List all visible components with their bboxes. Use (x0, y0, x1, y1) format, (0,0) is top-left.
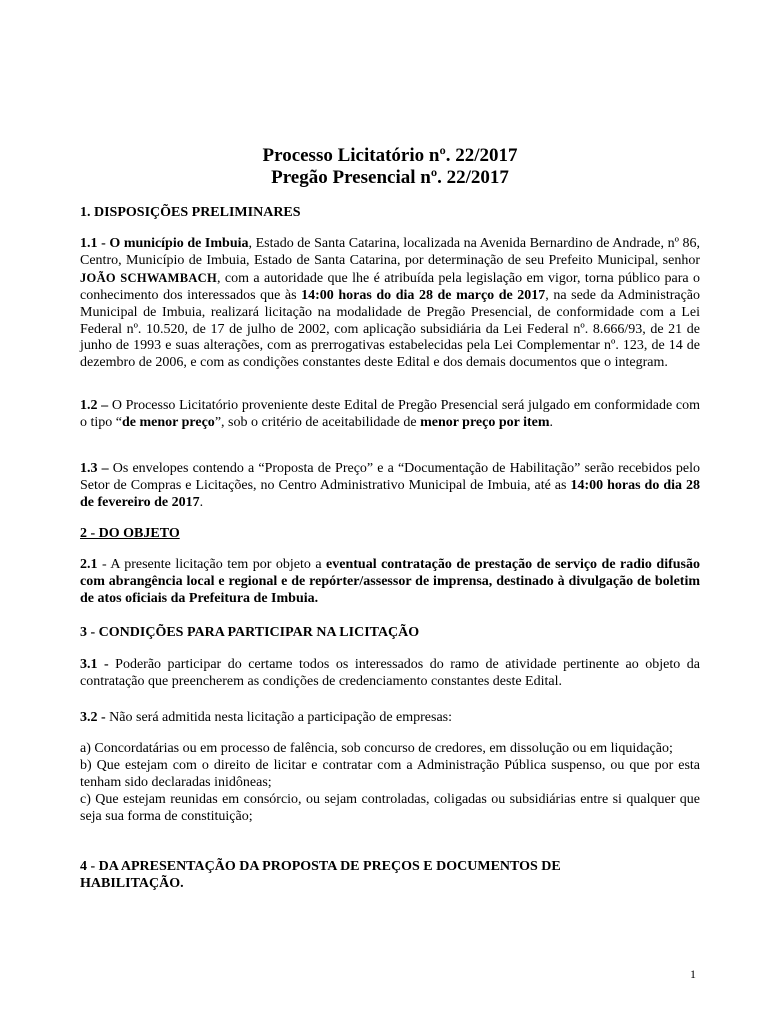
section-2-heading-text: 2 - DO OBJETO (80, 526, 180, 541)
mayor-name: JOÃO SCHWAMBACH (80, 270, 218, 285)
paragraph-1-3-text-b: . (199, 494, 204, 510)
judgment-type: de menor preço (122, 414, 215, 430)
section-1-heading: 1. DISPOSIÇÕES PRELIMINARES (80, 205, 301, 220)
list-item-b: b) Que estejam com o direito de licitar e contratar com a Administração Pública suspenso, ou que por esta tenham sido declaradas inidôneas; (80, 757, 700, 790)
paragraph-2-1-number: 2.1 (80, 557, 98, 572)
paragraph-1-2-text-b: ”, sob o critério de aceitabilidade de (214, 414, 421, 430)
paragraph-3-2 (80, 710, 700, 727)
paragraph-3-2-number: 3.2 - (80, 710, 106, 725)
list-item-a: a) Concordatárias ou em processo de falência, sob concurso de credores, em dissolução ou em liquidação; (80, 741, 673, 756)
paragraph-3-2-text: Não será admitida nesta licitação a participação de empresas: (105, 710, 453, 725)
page-number: 1 (690, 967, 696, 981)
paragraph-1-1-text-b: , com a autoridade que lhe é atribuída pela legislação em vigor, torna público para o conhecimento dos interessados que às (80, 270, 700, 303)
paragraph-1-2-number: 1.2 – (80, 398, 109, 413)
list-item-c: c) Que estejam reunidas em consórcio, ou sejam controladas, coligadas ou subsidiárias entre si qualquer que seja sua forma de constituição; (80, 791, 700, 824)
envelope-deadline: 14:00 horas do dia 28 de fevereiro de 2017 (80, 477, 700, 510)
paragraph-1-1-number: 1.1 - O município de Imbuia (80, 236, 249, 251)
paragraph-1-1-text-c: , na sede da Administração Municipal de Imbuia, realizará licitação na modalidade de Pregão Presencial, de conformidade com a Lei Federal nº. 10.520, de 17 de julho de 2002, com aplicação subsidiária da Lei Federal nº. 8.666/93, de 21 de junho de 1993 e suas alterações, com as prerrogativas estabelecidas pela Lei Complementar nº. 123, de 14 de dezembro de 2006, e com as condições constantes deste Edital e dos demais documentos que o integram. (80, 287, 701, 371)
section-2-heading (80, 526, 700, 543)
paragraph-2-1 (80, 557, 700, 608)
paragraph-1-2 (80, 398, 700, 432)
session-date: 14:00 horas do dia 28 de março de 2017 (301, 287, 546, 303)
exclusion-list (80, 741, 700, 826)
paragraph-2-1-text-a: - A presente licitação tem por objeto a (97, 557, 327, 572)
paragraph-1-3-number: 1.3 – (80, 461, 109, 476)
document-title-line1: Processo Licitatório nº. 22/2017 (262, 145, 518, 166)
paragraph-3-1-number: 3.1 - (80, 657, 109, 672)
paragraph-3-1 (80, 657, 700, 691)
section-4-heading: 4 - DA APRESENTAÇÃO DA PROPOSTA DE PREÇOS E DOCUMENTOS DE HABILITAÇÃO. (80, 859, 561, 891)
paragraph-1-2-text-a: O Processo Licitatório proveniente deste Edital de Pregão Presencial será julgado em conformidade com o tipo “ (80, 398, 700, 430)
acceptability-criterion: menor preço por item (420, 414, 550, 430)
paragraph-3-1-text: Poderão participar do certame todos os interessados do ramo de atividade pertinente ao objeto da contratação que preencherem as condições de credenciamento constantes deste Edital. (80, 657, 700, 689)
paragraph-1-2-text-c: . (549, 414, 554, 430)
paragraph-1-1-text-a: , Estado de Santa Catarina, localizada na Avenida Bernardino de Andrade, nº 86, Centro, Município de Imbuia, Estado de Santa Catarina, por determinação de seu Prefeito Municipal, senhor (80, 236, 700, 268)
bid-object: eventual contratação de prestação de serviço de radio difusão com abrangência local e regional e de repórter/assessor de imprensa, destinado à divulgação de boletim de atos oficiais da Prefeitura de Imbuia. (80, 557, 700, 606)
section-3-heading: 3 - CONDIÇÕES PARA PARTICIPAR NA LICITAÇÃO (80, 625, 420, 640)
document-title-line2: Pregão Presencial nº. 22/2017 (271, 167, 509, 188)
paragraph-1-3 (80, 461, 700, 512)
paragraph-1-1 (80, 236, 700, 372)
paragraph-1-3-text-a: Os envelopes contendo a “Proposta de Preço” e a “Documentação de Habilitação” serão recebidos pelo Setor de Compras e Licitações, no Centro Administrativo Municipal de Imbuia, até as (80, 461, 700, 493)
